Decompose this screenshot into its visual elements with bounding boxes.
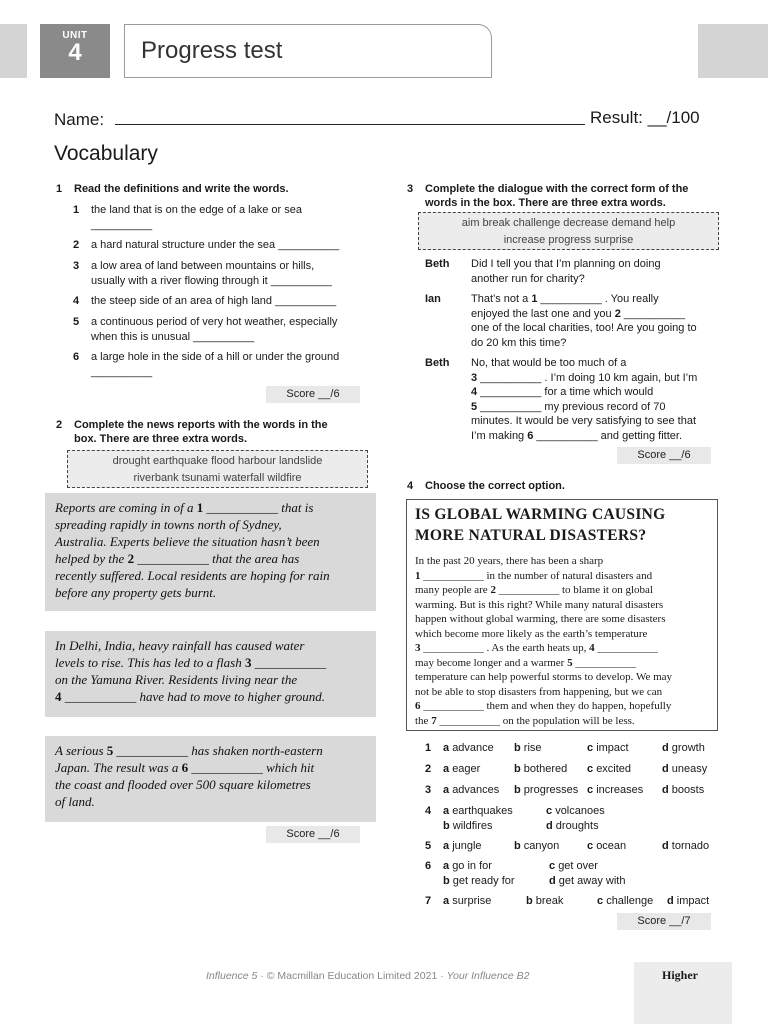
option-1d[interactable]: d growth bbox=[662, 742, 705, 754]
option-4c[interactable]: c volcanoes bbox=[546, 805, 605, 817]
option-6c[interactable]: c get over bbox=[549, 860, 598, 872]
q1-item-6: 6 a large hole in the side of a hill or under the ground __________ bbox=[73, 351, 340, 378]
option-1b[interactable]: b rise bbox=[514, 742, 542, 754]
dialogue-line-3: Beth No, that would be too much of a 3 __________ . I’m doing 10 km again, but I’m 4 __________ for a time which would 5 __________ my previous record of 70 minutes. It would be very satisfying to see that I’m making 6 __________ and getting fitter. bbox=[425, 357, 698, 442]
q3-words-line-1: aim break challenge decrease demand help bbox=[461, 217, 676, 229]
article-body: In the past 20 years, there has been a sharp 1 ___________ in the number of natural disasters and many people are 2 ___________ to blame it on global warming. But is this right? While many natural disasters happen without global warming, there are some disasters which become more likely as the earth’s temperature 3 ___________ . As the earth heats up, 4 ___________ may become longer and a warmer 5 ___________ temperature can help powerful storms to develop. We may not be able to stop disasters from happening, but we can 6 ___________ them and when they do happen, hopefully the 7 ___________ on the population will be less. bbox=[415, 555, 673, 727]
title-box bbox=[124, 24, 492, 78]
option-row-4: 4 a earthquakes b wildfires c volcanoes d droughts bbox=[425, 805, 605, 832]
q4-number: 4 bbox=[407, 480, 414, 492]
unit-label: UNIT bbox=[62, 30, 88, 41]
q1-answer-6[interactable]: __________ bbox=[91, 366, 153, 378]
option-4d[interactable]: d droughts bbox=[546, 820, 599, 832]
option-7a[interactable]: a surprise bbox=[443, 895, 492, 907]
option-4a[interactable]: a earthquakes bbox=[443, 805, 513, 817]
speaker-beth: Beth bbox=[425, 258, 450, 270]
q3-instruction-1: Complete the dialogue with the correct form of the bbox=[425, 183, 689, 195]
q3-score: Score __/6 bbox=[617, 447, 711, 464]
name-row bbox=[54, 108, 585, 130]
option-2a[interactable]: a eager bbox=[443, 763, 481, 775]
footer-book: Influence 5 bbox=[206, 970, 258, 982]
q3-words-line-2: increase progress surprise bbox=[503, 234, 634, 246]
option-6a[interactable]: a go in for bbox=[443, 860, 492, 872]
option-2b[interactable]: b bothered bbox=[514, 763, 568, 775]
option-2c[interactable]: c excited bbox=[587, 763, 632, 775]
option-row-5: 5 a jungle b canyon c ocean d tornado bbox=[425, 840, 710, 852]
name-input-line[interactable] bbox=[115, 108, 585, 125]
option-1a[interactable]: a advance bbox=[443, 742, 494, 754]
unit-number: 4 bbox=[68, 39, 82, 66]
q1-item-4: 4 the steep side of an area of high land __________ bbox=[73, 295, 337, 307]
q1-item-5: 5 a continuous period of very hot weather, especially when this is unusual __________ bbox=[73, 316, 338, 343]
option-3a[interactable]: a advances bbox=[443, 784, 500, 796]
option-3d[interactable]: d boosts bbox=[662, 784, 705, 796]
q2-score: Score __/6 bbox=[266, 826, 360, 843]
q4-instruction: Choose the correct option. bbox=[425, 480, 565, 492]
level-badge bbox=[634, 962, 732, 1024]
q2-instruction-1: Complete the news reports with the words in the bbox=[74, 419, 328, 431]
dialogue-line-2: Ian That’s not a 1 __________ . You really enjoyed the last one and you 2 __________ one of the local charities, too! Are you going to do 20 km this time? bbox=[425, 293, 697, 349]
option-2d[interactable]: d uneasy bbox=[662, 763, 708, 775]
section-title: Vocabulary bbox=[54, 142, 158, 165]
q1-instruction: Read the definitions and write the words. bbox=[74, 183, 289, 195]
q2-words-line-2: riverbank tsunami waterfall wildfire bbox=[133, 472, 302, 484]
q3-number: 3 bbox=[407, 183, 414, 195]
footer bbox=[206, 970, 530, 982]
speaker-beth-2: Beth bbox=[425, 357, 450, 369]
q2-heading bbox=[56, 418, 376, 446]
news-report-1: Reports are coming in of a 1 ___________ that is spreading rapidly in towns north of Sydney, Australia. Experts believe the situation hasn’t been helped by the 2 ___________ that the area has recently suffered. Local residents are hoping for rain before any property gets burnt. bbox=[45, 493, 376, 611]
q2-instruction-2: box. There are three extra words. bbox=[74, 433, 248, 445]
option-row-7: 7 a surprise b break c challenge d impact bbox=[425, 895, 710, 907]
q1-item-1: 1 the land that is on the edge of a lake or sea __________ bbox=[73, 204, 302, 231]
q4-score: Score __/7 bbox=[617, 913, 711, 930]
option-3b[interactable]: b progresses bbox=[514, 784, 579, 796]
q1-heading bbox=[56, 182, 376, 196]
q1-item-3: 3 a low area of land between mountains or hills, usually with a river flowing through it __________ bbox=[73, 260, 332, 287]
option-row-3: 3 a advances b progresses c increases d boosts bbox=[425, 784, 705, 796]
option-6d[interactable]: d get away with bbox=[549, 875, 626, 887]
footer-series: Your Influence B2 bbox=[446, 970, 530, 982]
option-5c[interactable]: c ocean bbox=[587, 840, 627, 852]
q3-instruction-2: words in the box. There are three extra words. bbox=[425, 197, 666, 209]
q4-heading bbox=[407, 479, 727, 493]
option-7d[interactable]: d impact bbox=[667, 895, 710, 907]
option-5b[interactable]: b canyon bbox=[514, 840, 560, 852]
header-bar-right bbox=[698, 24, 768, 78]
q2-word-box bbox=[67, 450, 368, 488]
option-7c[interactable]: c challenge bbox=[597, 895, 654, 907]
option-6b[interactable]: b get ready for bbox=[443, 875, 515, 887]
option-5a[interactable]: a jungle bbox=[443, 840, 482, 852]
option-1c[interactable]: c impact bbox=[587, 742, 629, 754]
q2-number: 2 bbox=[56, 419, 63, 431]
unit-badge bbox=[40, 24, 110, 78]
option-row-2: 2 a eager b bothered c excited d uneasy bbox=[425, 763, 708, 775]
option-4b[interactable]: b wildfires bbox=[443, 820, 493, 832]
dialogue-line-1: Beth Did I tell you that I’m planning on doing another run for charity? bbox=[425, 258, 661, 285]
q1-number: 1 bbox=[56, 183, 63, 195]
q1-answer-1[interactable]: __________ bbox=[91, 219, 153, 231]
q2-words-line-1: drought earthquake flood harbour landslide bbox=[112, 455, 323, 467]
q3-heading bbox=[407, 182, 727, 210]
speaker-ian: Ian bbox=[425, 293, 441, 305]
option-3c[interactable]: c increases bbox=[587, 784, 644, 796]
name-label: Name: bbox=[54, 110, 105, 129]
footer-copyright: · © Macmillan Education Limited 2021 · bbox=[257, 970, 447, 982]
q3-word-box bbox=[418, 212, 719, 250]
page-title: Progress test bbox=[141, 37, 283, 64]
level-label: Higher bbox=[662, 968, 698, 982]
news-report-3: A serious 5 ___________ has shaken north-eastern Japan. The result was a 6 ___________ which hit the coast and flooded over 500 square kilometres of land. bbox=[45, 736, 376, 822]
option-row-1: 1 a advance b rise c impact d growth bbox=[425, 742, 705, 754]
result-label: Result: __/100 bbox=[590, 108, 700, 127]
q1-item-2: 2 a hard natural structure under the sea __________ bbox=[73, 239, 340, 251]
header-bar-left bbox=[0, 24, 27, 78]
news-report-2: In Delhi, India, heavy rainfall has caused water levels to rise. This has led to a flash 3 ___________ on the Yamuna River. Residents living near the 4 ___________ have had to move to higher ground. bbox=[45, 631, 376, 717]
option-row-6: 6 a go in for b get ready for c get over d get away with bbox=[425, 860, 626, 887]
q1-score: Score __/6 bbox=[266, 386, 360, 403]
option-7b[interactable]: b break bbox=[526, 895, 564, 907]
option-5d[interactable]: d tornado bbox=[662, 840, 710, 852]
article-box bbox=[406, 499, 718, 731]
article-title: IS GLOBAL WARMING CAUSING MORE NATURAL DISASTERS? bbox=[415, 506, 666, 544]
